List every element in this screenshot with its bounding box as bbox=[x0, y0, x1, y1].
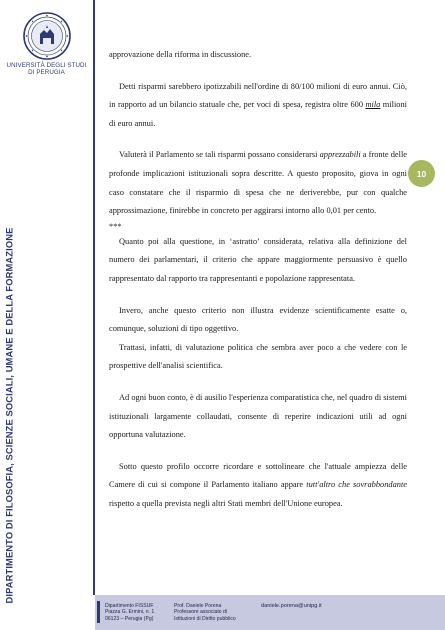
paragraph-text: Sotto questo profilo occorre ricordare e sottolineare che l'attuale ampiezza delle Camere di cui si compone il Parlamento italiano appare bbox=[109, 461, 407, 490]
document-body bbox=[109, 46, 407, 513]
paragraph-text: milioni di euro annui. bbox=[109, 100, 407, 128]
footer-text: Professore associato di bbox=[174, 609, 227, 616]
page-number: 10 bbox=[416, 168, 427, 179]
paragraph-text: Quanto poi alla questione, in ‘astratto’ considerata, relativa alla definizione del numero dei parlamentari, il criterio che appare maggiormente persuasivo è quello rappresentato dal rapporto tra rappresentanti e popolazione rappresentata. bbox=[109, 236, 407, 283]
paragraph-text: rispetto a quella prevista negli altri Stati membri dell'Unione europea. bbox=[109, 498, 343, 508]
footer-text: Piazza G. Ermini, n. 1 bbox=[105, 609, 155, 616]
paragraph bbox=[109, 389, 407, 445]
emphasis-text: tutt'altro che sovrabbondante bbox=[306, 480, 407, 490]
paragraph-text: Ad ogni buon conto, è di ausilio l'esperienza comparatistica che, nel quadro di sistemi istituzionali largamente collaudati, consente di reperire indicazioni utili ad ogni opportuna valutazione. bbox=[109, 392, 407, 440]
footer-accent-bar bbox=[97, 601, 100, 623]
left-sidebar bbox=[0, 0, 93, 630]
university-name bbox=[0, 62, 93, 77]
footer-text: Dipartimento FISSUF bbox=[105, 603, 154, 609]
page-number-badge bbox=[408, 160, 435, 187]
paragraph bbox=[109, 339, 407, 376]
paragraph-text: Valuterà il Parlamento se tali risparmi possano considerarsi bbox=[119, 150, 320, 160]
paragraph bbox=[109, 233, 407, 289]
page-footer bbox=[95, 595, 445, 630]
underlined-word: mila bbox=[365, 100, 381, 110]
paragraph-text: Invero, anche questo criterio non illustra evidenze scientificamente esatte o, comunque, soluzioni di tipo oggettivo. bbox=[109, 305, 407, 334]
paragraph-text: Trattasi, infatti, di valutazione politica che sembra aver poco a che vedere con le prospettive dell'analisi scientifica. bbox=[109, 342, 407, 371]
footer-email[interactable]: daniele.porena@unipg.it bbox=[261, 603, 322, 609]
paragraph-text: a fronte delle profonde implicazioni istituzionali sopra descritte. A questo proposito, giova in ogni caso constatare che il risparmio di spesa che ne deriverebbe, pur con qualche approssimazione, finirebbe in concreto per aggirarsi intorno allo 0,01 per cento. bbox=[109, 150, 407, 216]
university-name-line2: DI PERUGIA bbox=[28, 69, 65, 77]
paragraph bbox=[109, 78, 407, 134]
paragraph bbox=[109, 146, 407, 220]
footer-text: 06123 – Perugia (Pg) bbox=[105, 615, 154, 622]
emphasis-text: apprezzabili bbox=[319, 150, 361, 160]
section-separator: *** bbox=[109, 221, 122, 231]
vertical-divider bbox=[93, 0, 95, 595]
paragraph bbox=[109, 302, 407, 339]
paragraph-text: Detti risparmi sarebbero ipotizzabili nell'ordine di 80/100 milioni di euro annui. Ciò, in rapporto ad un bilancio statuale che, per voci di spesa, registra oltre 600 bbox=[109, 81, 407, 110]
department-vertical-label bbox=[2, 208, 16, 622]
paragraph bbox=[109, 458, 407, 514]
department-name: DIPARTIMENTO DI FILOSOFIA, SCIENZE SOCIALI, UMANE E DELLA FORMAZIONE bbox=[3, 227, 15, 603]
footer-text: Istituzioni di Diritto pubblico bbox=[174, 615, 236, 622]
footer-text: Prof. Daniele Porena bbox=[174, 603, 222, 609]
university-name-line1: UNIVERSITÀ DEGLI STUDI bbox=[6, 62, 87, 69]
paragraph bbox=[109, 46, 407, 65]
footer-department bbox=[105, 603, 154, 622]
footer-professor bbox=[174, 603, 236, 622]
paragraph-text: approvazione della riforma in discussione. bbox=[109, 50, 252, 59]
university-seal-icon bbox=[23, 12, 71, 60]
